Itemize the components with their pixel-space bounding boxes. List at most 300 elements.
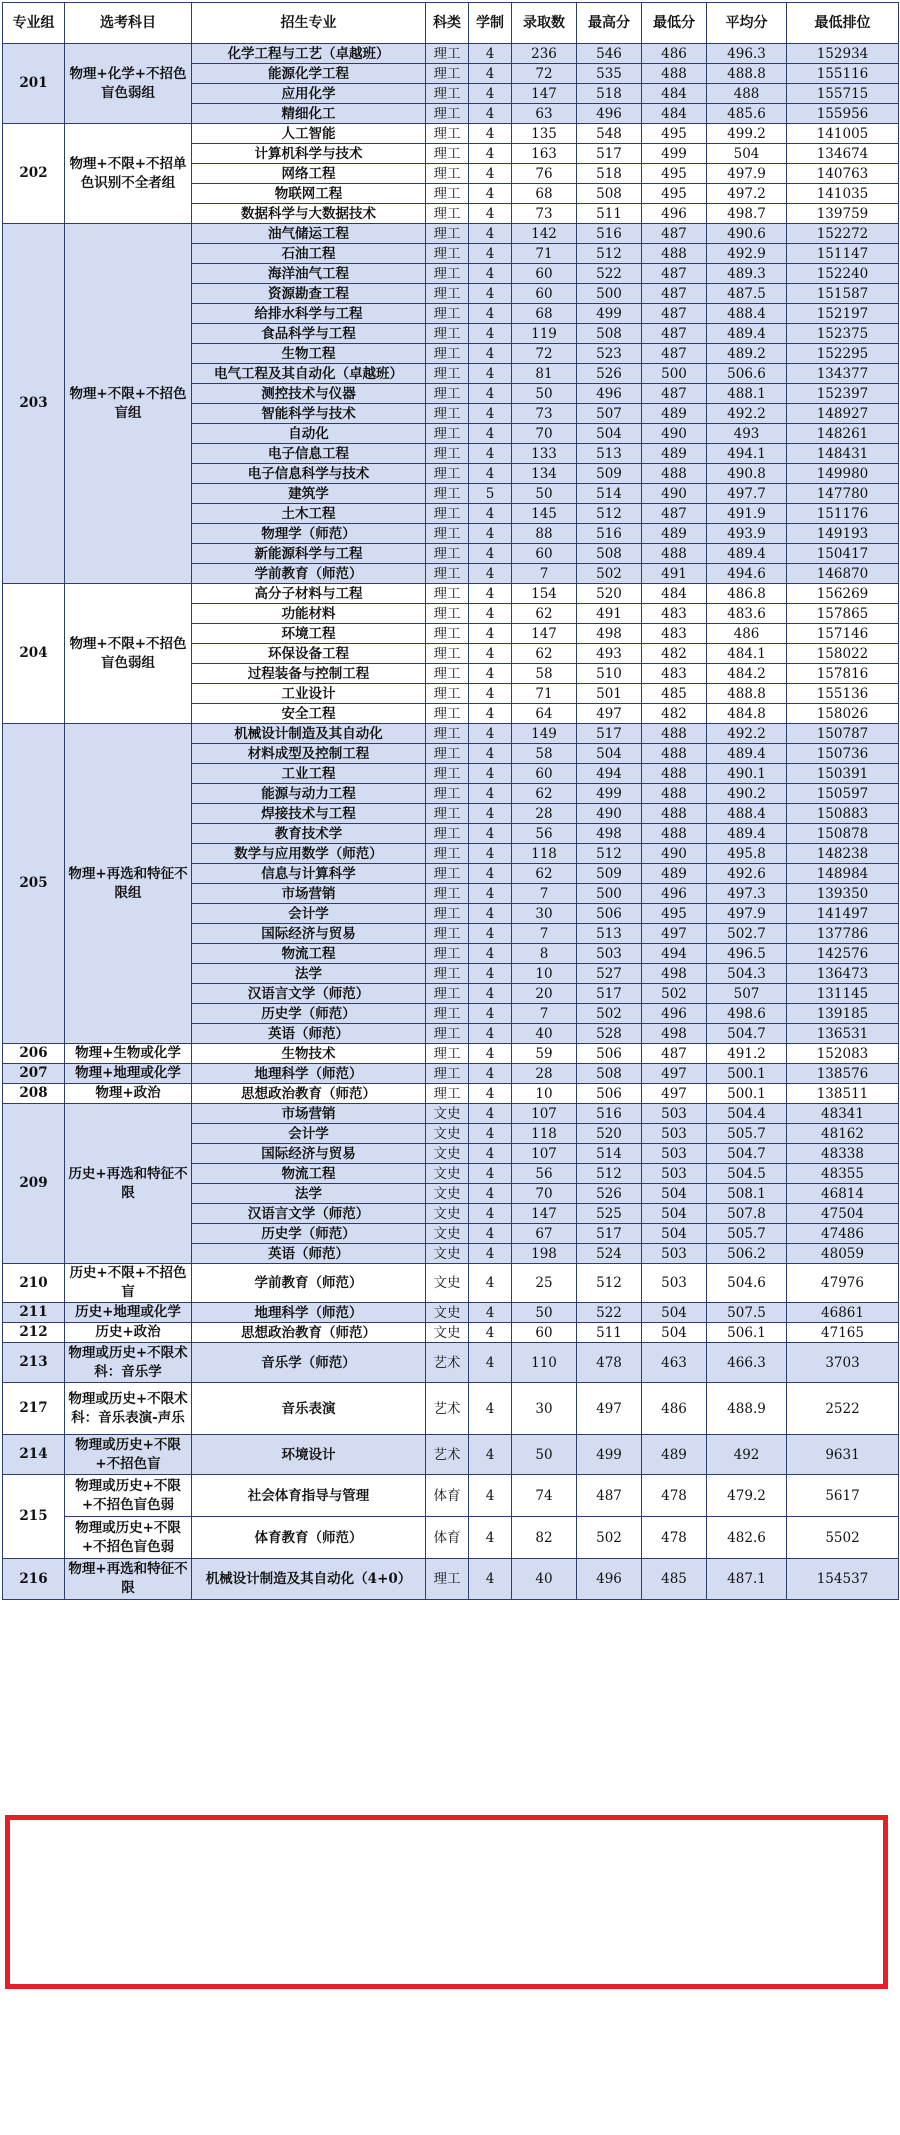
- header-subject: 选考科目: [65, 3, 192, 44]
- group-code: 209: [3, 1104, 65, 1264]
- admitted-count: 56: [512, 824, 577, 844]
- min-score: 503: [642, 1164, 707, 1184]
- min-score: 496: [642, 1004, 707, 1024]
- min-rank: 150883: [787, 804, 899, 824]
- major-name: 思想政治教育（师范）: [192, 1323, 426, 1343]
- min-score: 463: [642, 1343, 707, 1383]
- admitted-count: 67: [512, 1224, 577, 1244]
- category: 理工: [426, 904, 469, 924]
- years: 4: [469, 504, 512, 524]
- group-subject: 物理+不限+不招单色识别不全者组: [65, 124, 192, 224]
- avg-score: 504: [707, 144, 787, 164]
- max-score: 506: [577, 1044, 642, 1064]
- group-subject: 物理或历史+不限术科：音乐表演-声乐: [65, 1383, 192, 1435]
- min-score: 487: [642, 1044, 707, 1064]
- admitted-count: 62: [512, 784, 577, 804]
- category: 理工: [426, 1004, 469, 1024]
- category: 理工: [426, 764, 469, 784]
- group-subject: 物理+政治: [65, 1084, 192, 1104]
- max-score: 504: [577, 744, 642, 764]
- min-rank: 139185: [787, 1004, 899, 1024]
- years: 4: [469, 884, 512, 904]
- max-score: 499: [577, 1435, 642, 1475]
- major-name: 机械设计制造及其自动化（4+0）: [192, 1559, 426, 1600]
- min-rank: 151587: [787, 284, 899, 304]
- min-score: 491: [642, 564, 707, 584]
- avg-score: 507.5: [707, 1303, 787, 1323]
- min-rank: 134674: [787, 144, 899, 164]
- avg-score: 505.7: [707, 1224, 787, 1244]
- admitted-count: 7: [512, 924, 577, 944]
- max-score: 535: [577, 64, 642, 84]
- category: 文史: [426, 1204, 469, 1224]
- avg-score: 492.6: [707, 864, 787, 884]
- min-rank: 2522: [787, 1383, 899, 1435]
- max-score: 501: [577, 684, 642, 704]
- admitted-count: 64: [512, 704, 577, 724]
- category: 理工: [426, 384, 469, 404]
- avg-score: 505.7: [707, 1124, 787, 1144]
- max-score: 525: [577, 1204, 642, 1224]
- years: 4: [469, 624, 512, 644]
- years: 4: [469, 184, 512, 204]
- min-rank: 148238: [787, 844, 899, 864]
- group-code: 217: [3, 1383, 65, 1435]
- min-score: 503: [642, 1264, 707, 1303]
- min-rank: 142576: [787, 944, 899, 964]
- years: 4: [469, 304, 512, 324]
- min-score: 490: [642, 844, 707, 864]
- years: 4: [469, 1475, 512, 1517]
- group-code: 215: [3, 1475, 65, 1559]
- min-score: 488: [642, 804, 707, 824]
- min-rank: 47165: [787, 1323, 899, 1343]
- major-name: 信息与计算科学: [192, 864, 426, 884]
- min-rank: 149980: [787, 464, 899, 484]
- table-row: [3, 1517, 899, 1559]
- category: 理工: [426, 304, 469, 324]
- max-score: 500: [577, 284, 642, 304]
- table-row: [3, 724, 899, 744]
- min-rank: 48059: [787, 1244, 899, 1264]
- min-rank: 157865: [787, 604, 899, 624]
- max-score: 498: [577, 824, 642, 844]
- avg-score: 497.2: [707, 184, 787, 204]
- category: 理工: [426, 584, 469, 604]
- group-subject: 物理+地理或化学: [65, 1064, 192, 1084]
- major-name: 市场营销: [192, 1104, 426, 1124]
- major-name: 电子信息工程: [192, 444, 426, 464]
- min-score: 488: [642, 244, 707, 264]
- category: 理工: [426, 1559, 469, 1600]
- admitted-count: 118: [512, 1124, 577, 1144]
- admitted-count: 50: [512, 484, 577, 504]
- admission-table: [2, 2, 899, 1600]
- min-score: 482: [642, 644, 707, 664]
- category: 理工: [426, 224, 469, 244]
- major-name: 工业设计: [192, 684, 426, 704]
- max-score: 502: [577, 1004, 642, 1024]
- years: 4: [469, 1164, 512, 1184]
- admitted-count: 25: [512, 1264, 577, 1303]
- years: 4: [469, 984, 512, 1004]
- years: 4: [469, 644, 512, 664]
- min-score: 488: [642, 764, 707, 784]
- years: 4: [469, 64, 512, 84]
- category: 理工: [426, 84, 469, 104]
- avg-score: 498.6: [707, 1004, 787, 1024]
- category: 理工: [426, 144, 469, 164]
- category: 文史: [426, 1164, 469, 1184]
- avg-score: 508.1: [707, 1184, 787, 1204]
- max-score: 518: [577, 164, 642, 184]
- min-score: 487: [642, 224, 707, 244]
- min-score: 482: [642, 704, 707, 724]
- admitted-count: 59: [512, 1044, 577, 1064]
- major-name: 法学: [192, 964, 426, 984]
- admitted-count: 7: [512, 564, 577, 584]
- max-score: 517: [577, 984, 642, 1004]
- years: 4: [469, 1303, 512, 1323]
- min-score: 484: [642, 584, 707, 604]
- admitted-count: 147: [512, 624, 577, 644]
- table-row: [3, 1303, 899, 1323]
- min-rank: 47486: [787, 1224, 899, 1244]
- avg-score: 489.4: [707, 744, 787, 764]
- min-rank: 48355: [787, 1164, 899, 1184]
- admitted-count: 28: [512, 1064, 577, 1084]
- group-subject: 物理或历史+不限术科：音乐学: [65, 1343, 192, 1383]
- max-score: 517: [577, 1224, 642, 1244]
- max-score: 496: [577, 1559, 642, 1600]
- avg-score: 487.1: [707, 1559, 787, 1600]
- avg-score: 507.8: [707, 1204, 787, 1224]
- min-score: 487: [642, 304, 707, 324]
- major-name: 教育技术学: [192, 824, 426, 844]
- avg-score: 506.6: [707, 364, 787, 384]
- avg-score: 466.3: [707, 1343, 787, 1383]
- major-name: 物联网工程: [192, 184, 426, 204]
- major-name: 功能材料: [192, 604, 426, 624]
- avg-score: 504.7: [707, 1024, 787, 1044]
- avg-score: 491.2: [707, 1044, 787, 1064]
- group-code: 203: [3, 224, 65, 584]
- avg-score: 492.2: [707, 404, 787, 424]
- major-name: 能源与动力工程: [192, 784, 426, 804]
- admitted-count: 30: [512, 1383, 577, 1435]
- major-name: 物流工程: [192, 1164, 426, 1184]
- years: 4: [469, 1204, 512, 1224]
- major-name: 物理学（师范）: [192, 524, 426, 544]
- group-subject: 物理+化学+不招色盲色弱组: [65, 44, 192, 124]
- major-name: 物流工程: [192, 944, 426, 964]
- admitted-count: 10: [512, 1084, 577, 1104]
- min-score: 490: [642, 424, 707, 444]
- category: 文史: [426, 1264, 469, 1303]
- category: 理工: [426, 1024, 469, 1044]
- major-name: 智能科学与技术: [192, 404, 426, 424]
- min-score: 486: [642, 1383, 707, 1435]
- admitted-count: 88: [512, 524, 577, 544]
- category: 理工: [426, 824, 469, 844]
- avg-score: 496.5: [707, 944, 787, 964]
- category: 理工: [426, 564, 469, 584]
- avg-score: 494.6: [707, 564, 787, 584]
- min-score: 489: [642, 404, 707, 424]
- avg-score: 484.2: [707, 664, 787, 684]
- category: 理工: [426, 704, 469, 724]
- category: 理工: [426, 124, 469, 144]
- max-score: 508: [577, 1064, 642, 1084]
- min-rank: 141005: [787, 124, 899, 144]
- major-name: 环境工程: [192, 624, 426, 644]
- category: 理工: [426, 464, 469, 484]
- min-rank: 155136: [787, 684, 899, 704]
- major-name: 油气储运工程: [192, 224, 426, 244]
- category: 理工: [426, 544, 469, 564]
- years: 4: [469, 104, 512, 124]
- years: 4: [469, 1435, 512, 1475]
- avg-score: 488.8: [707, 684, 787, 704]
- min-score: 488: [642, 724, 707, 744]
- category: 文史: [426, 1224, 469, 1244]
- max-score: 518: [577, 84, 642, 104]
- category: 理工: [426, 524, 469, 544]
- avg-score: 489.3: [707, 264, 787, 284]
- min-rank: 138576: [787, 1064, 899, 1084]
- group-subject: 物理+再选和特征不限: [65, 1559, 192, 1600]
- category: 理工: [426, 324, 469, 344]
- min-score: 498: [642, 964, 707, 984]
- max-score: 493: [577, 644, 642, 664]
- group-subject: 历史+再选和特征不限: [65, 1104, 192, 1264]
- category: 理工: [426, 264, 469, 284]
- admitted-count: 60: [512, 284, 577, 304]
- admitted-count: 73: [512, 204, 577, 224]
- min-rank: 141497: [787, 904, 899, 924]
- admitted-count: 10: [512, 964, 577, 984]
- years: 4: [469, 244, 512, 264]
- major-name: 历史学（师范）: [192, 1004, 426, 1024]
- group-code: 212: [3, 1323, 65, 1343]
- admitted-count: 149: [512, 724, 577, 744]
- major-name: 环境设计: [192, 1435, 426, 1475]
- admitted-count: 50: [512, 384, 577, 404]
- admitted-count: 142: [512, 224, 577, 244]
- group-code: 204: [3, 584, 65, 724]
- years: 4: [469, 224, 512, 244]
- years: 4: [469, 924, 512, 944]
- years: 4: [469, 1064, 512, 1084]
- max-score: 491: [577, 604, 642, 624]
- avg-score: 479.2: [707, 1475, 787, 1517]
- avg-score: 502.7: [707, 924, 787, 944]
- max-score: 490: [577, 804, 642, 824]
- category: 文史: [426, 1104, 469, 1124]
- major-name: 安全工程: [192, 704, 426, 724]
- avg-score: 492.2: [707, 724, 787, 744]
- max-score: 516: [577, 224, 642, 244]
- admitted-count: 82: [512, 1517, 577, 1559]
- table-row: [3, 1343, 899, 1383]
- years: 4: [469, 1144, 512, 1164]
- avg-score: 483.6: [707, 604, 787, 624]
- header-group: 专业组: [3, 3, 65, 44]
- years: 4: [469, 604, 512, 624]
- avg-score: 507: [707, 984, 787, 1004]
- min-score: 487: [642, 504, 707, 524]
- admitted-count: 40: [512, 1024, 577, 1044]
- major-name: 自动化: [192, 424, 426, 444]
- max-score: 513: [577, 924, 642, 944]
- admitted-count: 73: [512, 404, 577, 424]
- max-score: 526: [577, 1184, 642, 1204]
- max-score: 522: [577, 264, 642, 284]
- avg-score: 490.1: [707, 764, 787, 784]
- min-score: 478: [642, 1517, 707, 1559]
- avg-score: 490.2: [707, 784, 787, 804]
- min-rank: 139350: [787, 884, 899, 904]
- min-score: 504: [642, 1323, 707, 1343]
- admitted-count: 8: [512, 944, 577, 964]
- admitted-count: 107: [512, 1144, 577, 1164]
- max-score: 511: [577, 204, 642, 224]
- major-name: 生物工程: [192, 344, 426, 364]
- major-name: 焊接技术与工程: [192, 804, 426, 824]
- min-rank: 148927: [787, 404, 899, 424]
- table-row: [3, 1435, 899, 1475]
- major-name: 测控技术与仪器: [192, 384, 426, 404]
- max-score: 487: [577, 1475, 642, 1517]
- avg-score: 485.6: [707, 104, 787, 124]
- max-score: 516: [577, 524, 642, 544]
- avg-score: 497.9: [707, 164, 787, 184]
- min-score: 488: [642, 784, 707, 804]
- category: 理工: [426, 784, 469, 804]
- group-subject: 物理+再选和特征不限组: [65, 724, 192, 1044]
- admitted-count: 145: [512, 504, 577, 524]
- min-score: 489: [642, 1435, 707, 1475]
- min-score: 488: [642, 544, 707, 564]
- major-name: 能源化学工程: [192, 64, 426, 84]
- group-code: 213: [3, 1343, 65, 1383]
- years: 4: [469, 324, 512, 344]
- max-score: 524: [577, 1244, 642, 1264]
- group-code: 211: [3, 1303, 65, 1323]
- min-score: 496: [642, 884, 707, 904]
- major-name: 电气工程及其自动化（卓越班）: [192, 364, 426, 384]
- category: 理工: [426, 184, 469, 204]
- years: 4: [469, 424, 512, 444]
- category: 文史: [426, 1124, 469, 1144]
- avg-score: 488.8: [707, 64, 787, 84]
- max-score: 509: [577, 464, 642, 484]
- min-score: 488: [642, 744, 707, 764]
- max-score: 499: [577, 304, 642, 324]
- avg-score: 497.7: [707, 484, 787, 504]
- min-rank: 137786: [787, 924, 899, 944]
- avg-score: 504.5: [707, 1164, 787, 1184]
- admitted-count: 198: [512, 1244, 577, 1264]
- max-score: 522: [577, 1303, 642, 1323]
- table-row: [3, 124, 899, 144]
- major-name: 应用化学: [192, 84, 426, 104]
- max-score: 504: [577, 424, 642, 444]
- major-name: 学前教育（师范）: [192, 1264, 426, 1303]
- avg-score: 489.4: [707, 324, 787, 344]
- max-score: 520: [577, 1124, 642, 1144]
- years: 4: [469, 144, 512, 164]
- min-score: 495: [642, 124, 707, 144]
- admitted-count: 236: [512, 44, 577, 64]
- avg-score: 488: [707, 84, 787, 104]
- major-name: 汉语言文学（师范）: [192, 984, 426, 1004]
- avg-score: 486.8: [707, 584, 787, 604]
- admitted-count: 68: [512, 304, 577, 324]
- admitted-count: 74: [512, 1475, 577, 1517]
- min-score: 490: [642, 484, 707, 504]
- min-rank: 46861: [787, 1303, 899, 1323]
- min-score: 500: [642, 364, 707, 384]
- min-score: 497: [642, 1064, 707, 1084]
- avg-score: 497.9: [707, 904, 787, 924]
- min-score: 497: [642, 1084, 707, 1104]
- group-code: 216: [3, 1559, 65, 1600]
- min-score: 484: [642, 104, 707, 124]
- max-score: 512: [577, 244, 642, 264]
- major-name: 石油工程: [192, 244, 426, 264]
- table-row: [3, 1559, 899, 1600]
- major-name: 计算机科学与技术: [192, 144, 426, 164]
- admitted-count: 62: [512, 604, 577, 624]
- major-name: 食品科学与工程: [192, 324, 426, 344]
- admitted-count: 68: [512, 184, 577, 204]
- max-score: 528: [577, 1024, 642, 1044]
- min-rank: 146870: [787, 564, 899, 584]
- min-rank: 157146: [787, 624, 899, 644]
- admitted-count: 58: [512, 664, 577, 684]
- max-score: 500: [577, 884, 642, 904]
- min-rank: 141035: [787, 184, 899, 204]
- admitted-count: 50: [512, 1303, 577, 1323]
- min-score: 487: [642, 264, 707, 284]
- years: 4: [469, 824, 512, 844]
- max-score: 508: [577, 324, 642, 344]
- years: 4: [469, 584, 512, 604]
- category: 艺术: [426, 1343, 469, 1383]
- years: 4: [469, 904, 512, 924]
- max-score: 506: [577, 904, 642, 924]
- years: 4: [469, 44, 512, 64]
- max-score: 514: [577, 1144, 642, 1164]
- admitted-count: 20: [512, 984, 577, 1004]
- avg-score: 482.6: [707, 1517, 787, 1559]
- min-rank: 152197: [787, 304, 899, 324]
- group-subject: 物理或历史+不限+不招色盲色弱: [65, 1475, 192, 1517]
- category: 文史: [426, 1303, 469, 1323]
- avg-score: 493: [707, 424, 787, 444]
- category: 文史: [426, 1323, 469, 1343]
- header-min-score: 最低分: [642, 3, 707, 44]
- admitted-count: 107: [512, 1104, 577, 1124]
- min-score: 489: [642, 524, 707, 544]
- years: 4: [469, 744, 512, 764]
- min-score: 495: [642, 904, 707, 924]
- major-name: 地理科学（师范）: [192, 1303, 426, 1323]
- major-name: 机械设计制造及其自动化: [192, 724, 426, 744]
- min-rank: 152240: [787, 264, 899, 284]
- major-name: 给排水科学与工程: [192, 304, 426, 324]
